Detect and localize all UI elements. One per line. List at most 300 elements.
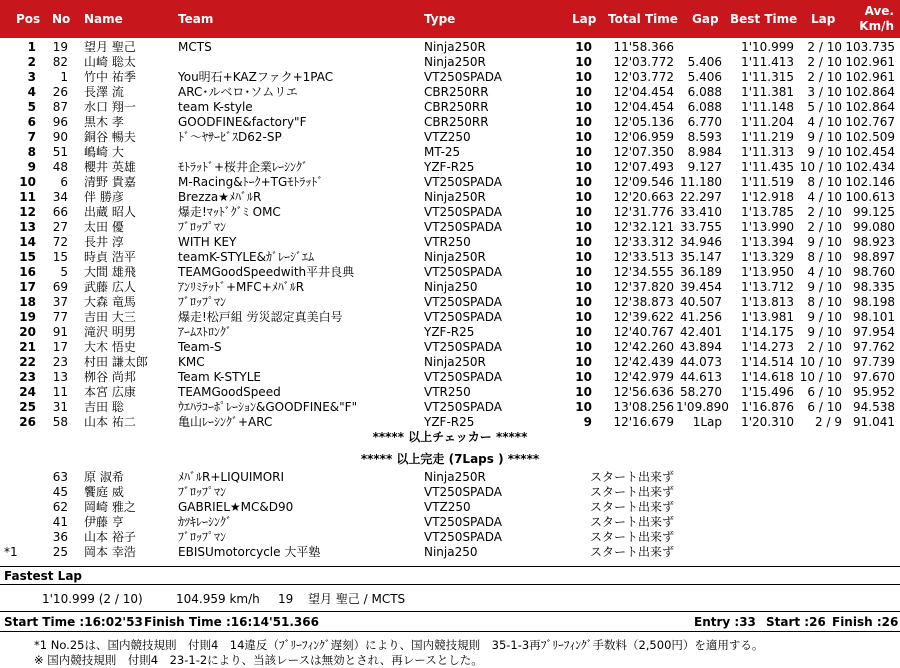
- result-row: [0, 265, 900, 280]
- cell-no: 69: [52, 280, 68, 294]
- result-row: [0, 415, 900, 430]
- cell-team: You明石+KAZファク+1PAC: [178, 70, 334, 84]
- cell-total-time: 12'16.679: [613, 415, 674, 429]
- cell-lap: 10: [575, 310, 592, 324]
- cell-pos: 7: [27, 130, 36, 144]
- cell-best-lap: 9 / 10: [807, 325, 842, 339]
- cell-status: スタート出来ず: [590, 470, 675, 484]
- cell-no: 25: [52, 545, 68, 559]
- cell-pos: 23: [19, 370, 36, 384]
- note-rerace: ※ 国内競技規則 付則4 23-1-2により、当該レースは無効とされ、再レースとした。: [34, 653, 483, 667]
- cell-name: 水口 翔一: [84, 100, 136, 114]
- cell-total-time: 12'03.772: [613, 70, 674, 84]
- cell-best-time: 1'11.219: [741, 130, 794, 144]
- cell-best-lap: 6 / 10: [807, 385, 842, 399]
- cell-name: 太田 優: [84, 220, 124, 234]
- cell-name: 吉田 大三: [84, 310, 136, 324]
- cell-pos: 12: [19, 205, 36, 219]
- cell-team: ｱﾝﾘﾐﾃｯﾄﾞ+MFC+ﾒﾊﾞﾙR: [178, 280, 305, 294]
- cell-total-time: 12'31.776: [613, 205, 674, 219]
- cell-avg-speed: 98.897: [853, 250, 895, 264]
- cell-pos: 15: [19, 250, 36, 264]
- cell-total-time: 11'58.366: [613, 40, 674, 54]
- cell-name: 望月 聖己: [84, 40, 136, 54]
- cell-type: YZF-R25: [424, 160, 475, 174]
- cell-best-lap: 2 / 10: [807, 205, 842, 219]
- cell-type: VT250SPADA: [424, 295, 502, 309]
- cell-best-lap: 4 / 10: [807, 265, 842, 279]
- cell-pos: 11: [19, 190, 36, 204]
- cell-avg-speed: 97.739: [853, 355, 895, 369]
- cell-avg-speed: 102.961: [845, 70, 895, 84]
- cell-type: VT250SPADA: [424, 400, 502, 414]
- non-finisher-row: [0, 485, 900, 500]
- cell-team: GOODFINE&factory"F: [178, 115, 307, 129]
- cell-avg-speed: 102.146: [845, 175, 895, 189]
- cell-name: 山本 祐二: [84, 415, 136, 429]
- cell-avg-speed: 98.335: [853, 280, 895, 294]
- cell-best-lap: 4 / 10: [807, 190, 842, 204]
- cell-type: Ninja250R: [424, 190, 486, 204]
- cell-team: 亀山ﾚｰｼﾝｸﾞ+ARC: [178, 415, 273, 429]
- cell-best-lap: 8 / 10: [807, 295, 842, 309]
- cell-team: ﾌﾞﾛｯﾌﾟﾏﾝ: [178, 295, 227, 309]
- result-row: [0, 280, 900, 295]
- cell-team: GABRIEL★MC&D90: [178, 500, 294, 514]
- col-no: No: [52, 12, 71, 26]
- cell-total-time: 12'39.622: [613, 310, 674, 324]
- cell-total-time: 12'40.767: [613, 325, 674, 339]
- cell-no: 1: [60, 70, 68, 84]
- entry-count: Entry :33: [694, 615, 756, 629]
- cell-total-time: 12'56.636: [613, 385, 674, 399]
- cell-lap: 10: [575, 325, 592, 339]
- cell-best-time: 1'13.981: [741, 310, 794, 324]
- start-time: Start Time :16:02'53: [4, 615, 143, 629]
- cell-team: ARC･ルベロ･ソムリエ: [178, 85, 298, 99]
- fastest-lap-title: Fastest Lap: [4, 569, 82, 583]
- cell-no: 37: [52, 295, 68, 309]
- cell-total-time: 12'04.454: [613, 85, 674, 99]
- cell-pos: 10: [19, 175, 36, 189]
- cell-lap: 10: [575, 370, 592, 384]
- cell-avg-speed: 98.760: [853, 265, 895, 279]
- cell-no: 31: [52, 400, 68, 414]
- cell-best-time: 1'16.876: [741, 400, 794, 414]
- cell-best-lap: 9 / 10: [807, 145, 842, 159]
- cell-no: 45: [52, 485, 68, 499]
- cell-name: 滝沢 明男: [84, 325, 136, 339]
- cell-pos: 9: [27, 160, 36, 174]
- cell-team: ﾌﾞﾛｯﾌﾟﾏﾝ: [178, 530, 227, 544]
- cell-type: VTZ250: [424, 130, 471, 144]
- cell-type: Ninja250R: [424, 55, 486, 69]
- cell-lap: 10: [575, 265, 592, 279]
- cell-type: CBR250RR: [424, 85, 489, 99]
- cell-gap: 6.770: [687, 115, 722, 129]
- cell-best-lap: 2 / 9: [815, 415, 842, 429]
- cell-best-lap: 10 / 10: [799, 370, 842, 384]
- divider: [0, 631, 900, 632]
- col-team: Team: [178, 12, 214, 26]
- col-total-time: Total Time: [608, 12, 678, 26]
- cell-type: VT250SPADA: [424, 370, 502, 384]
- cell-no: 77: [52, 310, 68, 324]
- cell-pos: 26: [19, 415, 36, 429]
- cell-name: 長井 淳: [84, 235, 124, 249]
- col-best-time: Best Time: [730, 12, 798, 26]
- cell-best-time: 1'11.435: [741, 160, 794, 174]
- cell-pos: 1: [27, 40, 36, 54]
- cell-no: 58: [52, 415, 68, 429]
- cell-team: KMC: [178, 355, 205, 369]
- cell-best-lap: 6 / 10: [807, 400, 842, 414]
- cell-name: 原 淑希: [84, 470, 124, 484]
- cell-avg-speed: 99.125: [853, 205, 895, 219]
- cell-name: 村田 謙太郎: [84, 355, 148, 369]
- cell-total-time: 12'32.121: [613, 220, 674, 234]
- cell-best-time: 1'13.990: [741, 220, 794, 234]
- cell-gap: 5.406: [687, 70, 722, 84]
- cell-avg-speed: 102.961: [845, 55, 895, 69]
- cell-avg-speed: 98.923: [853, 235, 895, 249]
- cell-no: 5: [60, 265, 68, 279]
- divider: [0, 566, 900, 567]
- col-pos: Pos: [16, 12, 41, 26]
- checker-banner: ***** 以上チェッカー *****: [372, 430, 528, 444]
- cell-lap: 10: [575, 205, 592, 219]
- note-penalty: *1 No.25は、国内競技規則 付則4 14違反（ﾌﾞﾘｰﾌｨﾝｸﾞ遅刻）により、国内競技規則 35-1-3再ﾌﾞﾘｰﾌｨﾝｸﾞ手数料（2,500円）を適用する。: [34, 638, 764, 652]
- cell-team: TEAMGoodSpeed: [178, 385, 281, 399]
- cell-gap: 22.297: [680, 190, 722, 204]
- cell-total-time: 12'20.663: [613, 190, 674, 204]
- cell-team: ｱｰﾑｽﾄﾛﾝｸﾞ: [178, 325, 233, 339]
- cell-no: 87: [52, 100, 68, 114]
- cell-name: 竹中 祐季: [84, 70, 136, 84]
- cell-team: ﾄﾞ～ﾔｻｰﾋﾞｽD62-SP: [178, 130, 282, 144]
- cell-total-time: 13'08.256: [613, 400, 674, 414]
- footnote-mark: *1: [4, 545, 18, 559]
- cell-avg-speed: 103.735: [845, 40, 895, 54]
- cell-lap: 10: [575, 355, 592, 369]
- cell-team: ｳｴﾊﾗｺｰﾎﾟﾚｰｼｮﾝ&GOODFINE&"F": [178, 400, 358, 414]
- result-row: [0, 55, 900, 70]
- cell-best-time: 1'14.618: [741, 370, 794, 384]
- cell-name: 黒木 孝: [84, 115, 124, 129]
- cell-lap: 10: [575, 385, 592, 399]
- divider: [0, 611, 900, 612]
- cell-type: VT250SPADA: [424, 70, 502, 84]
- cell-name: 時貞 浩平: [84, 250, 136, 264]
- cell-name: 吉田 聡: [84, 400, 124, 414]
- cell-name: 武藤 広人: [84, 280, 136, 294]
- cell-best-lap: 2 / 10: [807, 55, 842, 69]
- cell-type: YZF-R25: [424, 415, 475, 429]
- result-row: [0, 130, 900, 145]
- results-list: [0, 40, 900, 430]
- cell-best-lap: 2 / 10: [807, 220, 842, 234]
- result-row: [0, 385, 900, 400]
- cell-team: Team K-STYLE: [178, 370, 262, 384]
- cell-type: VT250SPADA: [424, 220, 502, 234]
- cell-lap: 10: [575, 55, 592, 69]
- cell-best-time: 1'11.413: [741, 55, 794, 69]
- finish-time: Finish Time :16:14'51.366: [144, 615, 319, 629]
- cell-type: Ninja250: [424, 280, 478, 294]
- cell-no: 41: [52, 515, 68, 529]
- cell-pos: 18: [19, 295, 36, 309]
- cell-no: 34: [52, 190, 68, 204]
- cell-name: 山崎 聡太: [84, 55, 136, 69]
- cell-status: スタート出来ず: [590, 485, 675, 499]
- cell-pos: 3: [27, 70, 36, 84]
- cell-best-lap: 9 / 10: [807, 130, 842, 144]
- cell-pos: 13: [19, 220, 36, 234]
- cell-gap: 11.180: [680, 175, 722, 189]
- cell-lap: 10: [575, 235, 592, 249]
- cell-gap: 33.755: [680, 220, 722, 234]
- cell-pos: 5: [27, 100, 36, 114]
- cell-pos: 24: [19, 385, 36, 399]
- result-row: [0, 340, 900, 355]
- cell-gap: 5.406: [687, 55, 722, 69]
- cell-lap: 10: [575, 40, 592, 54]
- cell-team: teamK-STYLE&ｶﾞﾚｰｼﾞｴﾑ: [178, 250, 314, 264]
- cell-name: 伊藤 亨: [84, 515, 124, 529]
- results-table-header: [0, 0, 900, 38]
- cell-best-time: 1'13.329: [741, 250, 794, 264]
- cell-team: M-Racing&ﾄｰｸ+TGﾓﾄﾗｯﾄﾞ: [178, 175, 324, 189]
- cell-type: VT250SPADA: [424, 340, 502, 354]
- cell-total-time: 12'37.820: [613, 280, 674, 294]
- cell-best-time: 1'11.148: [741, 100, 794, 114]
- cell-avg-speed: 91.041: [853, 415, 895, 429]
- cell-no: 27: [52, 220, 68, 234]
- cell-total-time: 12'42.979: [613, 370, 674, 384]
- cell-type: VTR250: [424, 385, 471, 399]
- finish-count: Finish :26: [832, 615, 899, 629]
- cell-status: スタート出来ず: [590, 530, 675, 544]
- cell-pos: 20: [19, 325, 36, 339]
- cell-avg-speed: 97.762: [853, 340, 895, 354]
- cell-pos: 14: [19, 235, 36, 249]
- cell-best-time: 1'13.950: [741, 265, 794, 279]
- cell-best-time: 1'14.273: [741, 340, 794, 354]
- fastest-lap-time: 1'10.999 (2 / 10): [42, 592, 143, 606]
- cell-total-time: 12'34.555: [613, 265, 674, 279]
- cell-total-time: 12'33.312: [613, 235, 674, 249]
- cell-no: 66: [52, 205, 68, 219]
- cell-total-time: 12'06.959: [613, 130, 674, 144]
- cell-avg-speed: 97.954: [853, 325, 895, 339]
- cell-no: 82: [52, 55, 68, 69]
- cell-team: ﾌﾞﾛｯﾌﾟﾏﾝ: [178, 220, 227, 234]
- cell-best-lap: 3 / 10: [807, 85, 842, 99]
- cell-lap: 10: [575, 220, 592, 234]
- cell-gap: 43.894: [680, 340, 722, 354]
- cell-avg-speed: 94.538: [853, 400, 895, 414]
- result-row: [0, 160, 900, 175]
- cell-type: VT250SPADA: [424, 530, 502, 544]
- cell-name: 饗庭 威: [84, 485, 124, 499]
- cell-total-time: 12'07.493: [613, 160, 674, 174]
- cell-type: VT250SPADA: [424, 205, 502, 219]
- cell-name: 岡本 幸浩: [84, 545, 136, 559]
- cell-no: 51: [52, 145, 68, 159]
- cell-best-time: 1'10.999: [741, 40, 794, 54]
- cell-team: ｶﾂｷﾚｰｼﾝｸﾞ: [178, 515, 233, 529]
- cell-best-time: 1'11.381: [741, 85, 794, 99]
- cell-best-time: 1'14.175: [741, 325, 794, 339]
- cell-lap: 10: [575, 160, 592, 174]
- cell-best-time: 1'11.313: [741, 145, 794, 159]
- cell-avg-speed: 97.670: [853, 370, 895, 384]
- col-best-lap: Lap: [811, 12, 836, 26]
- cell-best-lap: 8 / 10: [807, 175, 842, 189]
- non-finisher-row: [0, 470, 900, 485]
- result-row: [0, 310, 900, 325]
- cell-gap: 6.088: [687, 100, 722, 114]
- cell-type: CBR250RR: [424, 100, 489, 114]
- cell-team: TEAMGoodSpeedwith平井良典: [178, 265, 355, 279]
- cell-no: 19: [52, 40, 68, 54]
- cell-lap: 10: [575, 250, 592, 264]
- cell-status: スタート出来ず: [590, 500, 675, 514]
- cell-type: MT-25: [424, 145, 461, 159]
- cell-no: 91: [52, 325, 68, 339]
- result-row: [0, 145, 900, 160]
- cell-team: ﾓﾄﾗｯﾄﾞ+桜井企業ﾚｰｼﾝｸﾞ: [178, 160, 309, 174]
- cell-no: 23: [52, 355, 68, 369]
- result-row: [0, 40, 900, 55]
- cell-no: 63: [52, 470, 68, 484]
- result-row: [0, 250, 900, 265]
- cell-avg-speed: 102.454: [845, 145, 895, 159]
- cell-type: VT250SPADA: [424, 175, 502, 189]
- cell-pos: 17: [19, 280, 36, 294]
- cell-lap: 10: [575, 190, 592, 204]
- cell-avg-speed: 102.434: [845, 160, 895, 174]
- cell-avg-speed: 99.080: [853, 220, 895, 234]
- cell-team: Brezza★ﾒﾊﾞﾙR: [178, 190, 262, 204]
- cell-gap: 39.454: [680, 280, 722, 294]
- cell-gap: 6.088: [687, 85, 722, 99]
- cell-total-time: 12'38.873: [613, 295, 674, 309]
- cell-name: 伴 勝彦: [84, 190, 124, 204]
- cell-lap: 10: [575, 145, 592, 159]
- cell-total-time: 12'05.136: [613, 115, 674, 129]
- result-row: [0, 70, 900, 85]
- cell-type: VT250SPADA: [424, 265, 502, 279]
- cell-best-time: 1'13.394: [741, 235, 794, 249]
- cell-lap: 10: [575, 130, 592, 144]
- cell-best-time: 1'11.315: [741, 70, 794, 84]
- non-finishers-list: [0, 470, 900, 560]
- cell-gap: 1'09.890: [676, 400, 729, 414]
- cell-avg-speed: 102.767: [845, 115, 895, 129]
- cell-type: VTR250: [424, 235, 471, 249]
- cell-no: 17: [52, 340, 68, 354]
- cell-team: team K-style: [178, 100, 253, 114]
- cell-lap: 10: [575, 70, 592, 84]
- cell-status: スタート出来ず: [590, 515, 675, 529]
- result-row: [0, 115, 900, 130]
- cell-best-time: 1'14.514: [741, 355, 794, 369]
- cell-name: 清野 貴嘉: [84, 175, 136, 189]
- cell-avg-speed: 102.864: [845, 100, 895, 114]
- cell-gap: 34.946: [680, 235, 722, 249]
- cell-lap: 10: [575, 280, 592, 294]
- cell-best-time: 1'11.519: [741, 175, 794, 189]
- result-row: [0, 400, 900, 415]
- cell-gap: 35.147: [680, 250, 722, 264]
- cell-no: 11: [52, 385, 68, 399]
- cell-best-lap: 9 / 10: [807, 235, 842, 249]
- cell-avg-speed: 100.613: [845, 190, 895, 204]
- cell-lap: 10: [575, 295, 592, 309]
- cell-best-lap: 9 / 10: [807, 280, 842, 294]
- col-gap: Gap: [692, 12, 719, 26]
- cell-gap: 40.507: [680, 295, 722, 309]
- cell-lap: 10: [575, 340, 592, 354]
- cell-name: 栁谷 尚邦: [84, 370, 136, 384]
- non-finisher-row: [0, 545, 900, 560]
- cell-name: 出蔵 昭人: [84, 205, 136, 219]
- cell-gap: 41.256: [680, 310, 722, 324]
- result-row: [0, 190, 900, 205]
- cell-gap: 33.410: [680, 205, 722, 219]
- cell-total-time: 12'03.772: [613, 55, 674, 69]
- cell-lap: 10: [575, 175, 592, 189]
- cell-type: VTZ250: [424, 500, 471, 514]
- cell-best-lap: 10 / 10: [799, 355, 842, 369]
- cell-no: 36: [52, 530, 68, 544]
- cell-team: EBISUmotorcycle 大平塾: [178, 545, 321, 559]
- cell-no: 72: [52, 235, 68, 249]
- cell-type: Ninja250R: [424, 355, 486, 369]
- cell-type: VT250SPADA: [424, 485, 502, 499]
- cell-name: 大間 雄飛: [84, 265, 136, 279]
- cell-lap: 10: [575, 100, 592, 114]
- cell-name: 大木 悟史: [84, 340, 136, 354]
- cell-total-time: 12'04.454: [613, 100, 674, 114]
- cell-best-time: 1'13.813: [741, 295, 794, 309]
- cell-no: 6: [60, 175, 68, 189]
- cell-best-time: 1'13.712: [741, 280, 794, 294]
- cell-avg-speed: 98.198: [853, 295, 895, 309]
- cell-total-time: 12'33.513: [613, 250, 674, 264]
- cell-best-time: 1'15.496: [741, 385, 794, 399]
- cell-pos: 2: [27, 55, 36, 69]
- cell-avg-speed: 102.509: [845, 130, 895, 144]
- cell-best-lap: 8 / 10: [807, 250, 842, 264]
- cell-pos: 16: [19, 265, 36, 279]
- cell-team: ﾌﾞﾛｯﾌﾟﾏﾝ: [178, 485, 227, 499]
- fastest-lap-speed: 104.959 km/h: [176, 592, 260, 606]
- cell-name: 山本 裕子: [84, 530, 136, 544]
- non-finisher-row: [0, 530, 900, 545]
- cell-gap: 44.613: [680, 370, 722, 384]
- cell-lap: 10: [575, 115, 592, 129]
- cell-no: 15: [52, 250, 68, 264]
- cell-avg-speed: 102.864: [845, 85, 895, 99]
- cell-pos: 21: [19, 340, 36, 354]
- fastest-lap-rider: 望月 聖己 / MCTS: [308, 592, 406, 606]
- result-row: [0, 85, 900, 100]
- cell-best-lap: 10 / 10: [799, 160, 842, 174]
- cell-team: WITH KEY: [178, 235, 237, 249]
- col-ave-line2: Km/h: [859, 19, 894, 33]
